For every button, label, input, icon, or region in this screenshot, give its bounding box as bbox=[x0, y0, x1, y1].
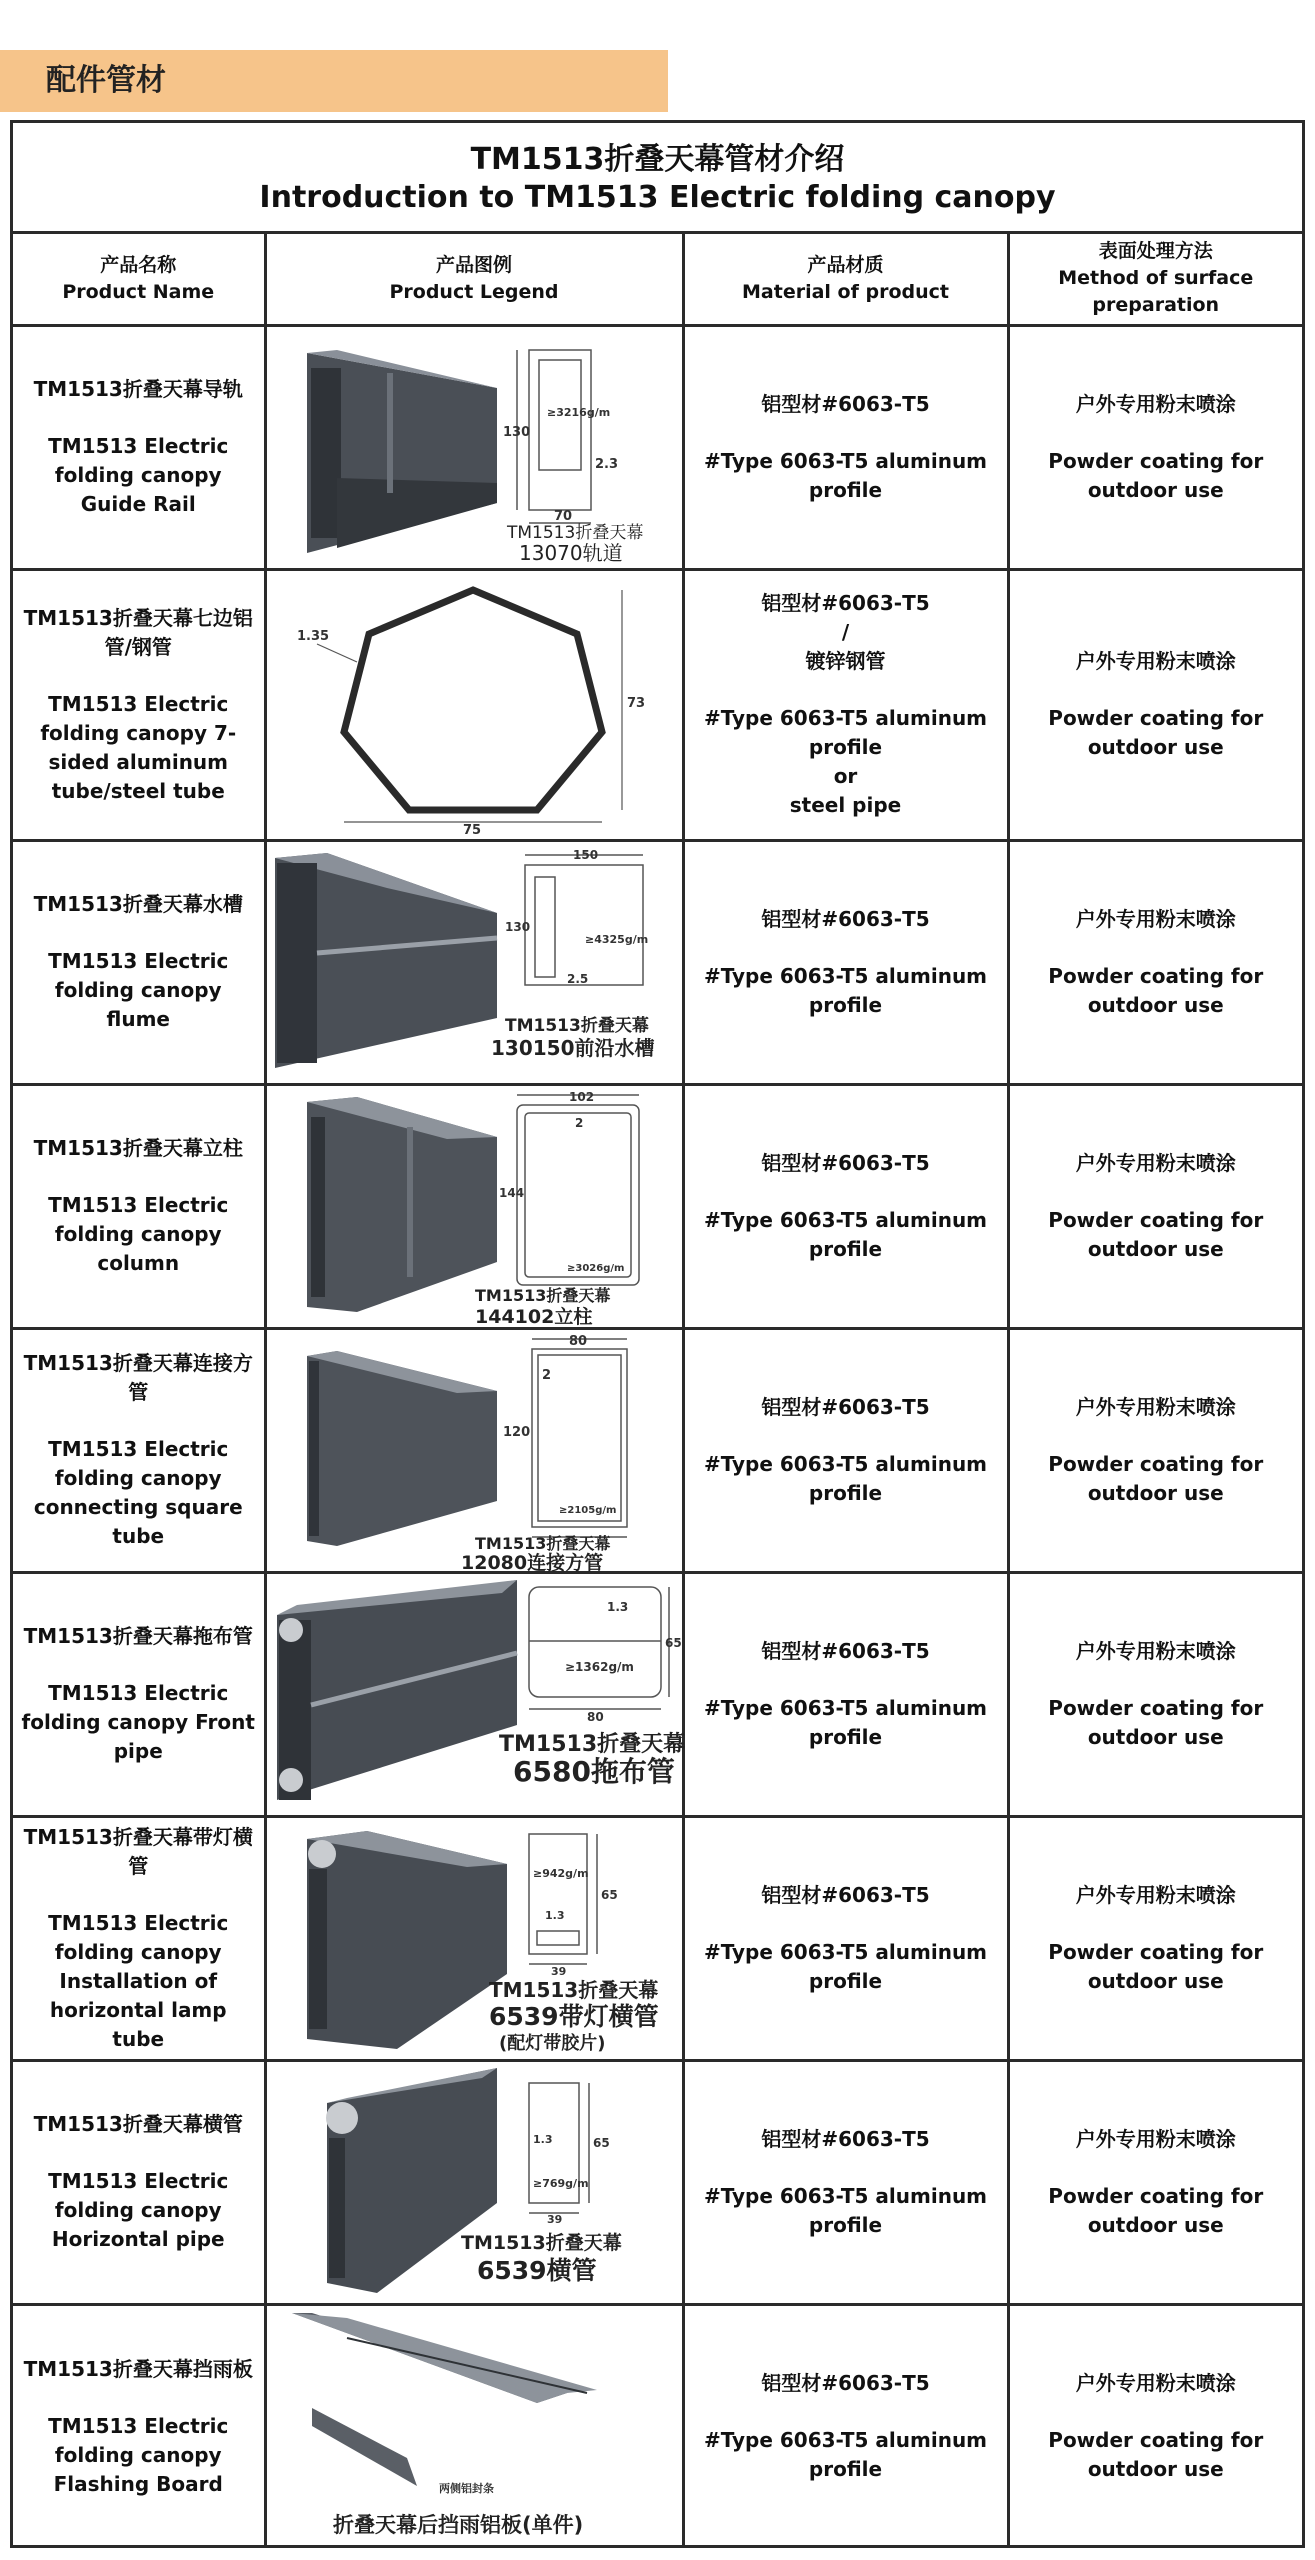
material-en: #Type 6063-T5 aluminum profile bbox=[703, 706, 988, 759]
dim-text: 39 bbox=[546, 2213, 562, 2226]
dim-text: 102 bbox=[568, 1090, 594, 1104]
dim-text: 65 bbox=[592, 2136, 610, 2150]
surface-en: Powder coating for outdoor use bbox=[1048, 1451, 1264, 1505]
table-row bbox=[13, 325, 1302, 569]
surface-en: Powder coating for outdoor use bbox=[1048, 706, 1264, 759]
product-name-en: TM1513 Electric folding canopy Installation of horizontal lamp tube bbox=[48, 1910, 229, 2051]
material-zh: 铝型材#6063-T5 bbox=[761, 1882, 930, 1907]
surface-zh: 户外专用粉末喷涂 bbox=[1075, 1150, 1236, 1175]
table-row bbox=[13, 1084, 1302, 1328]
dim-text: 1.3 bbox=[606, 1600, 628, 1614]
product-name-cell bbox=[13, 569, 265, 840]
table-row bbox=[13, 2304, 1302, 2548]
product-name-en: TM1513 Electric folding canopy 7-sided aluminum tube/steel tube bbox=[40, 691, 237, 803]
dim-text: 75 bbox=[462, 823, 481, 838]
header-row bbox=[13, 234, 1302, 325]
material-en: #Type 6063-T5 aluminum profile bbox=[703, 1451, 988, 1505]
dim-text: 80 bbox=[568, 1334, 587, 1349]
dim-text: 2.3 bbox=[594, 457, 618, 472]
header-material-en: Material of product bbox=[742, 280, 949, 303]
legend-caption-2: 13070轨道 bbox=[518, 541, 623, 565]
header-name-en: Product Name bbox=[62, 280, 215, 303]
header-surface bbox=[1008, 234, 1302, 325]
surface-en: Powder coating for outdoor use bbox=[1048, 1695, 1264, 1749]
table-title bbox=[13, 123, 1302, 234]
dim-text: 65 bbox=[600, 1888, 618, 1902]
surface-en: Powder coating for outdoor use bbox=[1048, 2183, 1264, 2237]
surface-cell bbox=[1008, 1816, 1302, 2060]
product-legend-cell bbox=[265, 1572, 683, 1816]
legend-caption-1: TM1513折叠天幕 bbox=[460, 2232, 622, 2254]
product-name-en: TM1513 Electric folding canopy flume bbox=[48, 949, 229, 1031]
dim-text: 1.35 bbox=[296, 629, 329, 644]
product-name-en: TM1513 Electric folding canopy column bbox=[48, 1193, 229, 1275]
dim-text: 130 bbox=[502, 425, 530, 440]
material-zh: 铝型材#6063-T5 bbox=[761, 1394, 930, 1419]
surface-cell bbox=[1008, 1084, 1302, 1328]
table-row bbox=[13, 1572, 1302, 1816]
surface-en: Powder coating for outdoor use bbox=[1048, 963, 1264, 1017]
legend-caption-1: TM1513折叠天幕 bbox=[498, 1732, 685, 1757]
material-zh: 铝型材#6063-T5 bbox=[761, 2126, 930, 2151]
product-name-cell bbox=[13, 1328, 265, 1572]
header-material bbox=[683, 234, 1008, 325]
material-en-2: steel pipe bbox=[789, 793, 902, 817]
material-en: #Type 6063-T5 aluminum profile bbox=[703, 2428, 988, 2482]
dim-text: 2.5 bbox=[566, 972, 588, 986]
dim-text: 65 bbox=[664, 1636, 682, 1650]
dim-text: ≥4325g/m bbox=[584, 933, 648, 946]
legend-caption-1: TM1513折叠天幕 bbox=[504, 1016, 649, 1036]
surface-cell bbox=[1008, 840, 1302, 1084]
dim-text: 1.3 bbox=[532, 2133, 552, 2146]
material-cell bbox=[683, 2304, 1008, 2548]
product-name-cell bbox=[13, 2060, 265, 2304]
legend-caption-1: 两侧铝封条 bbox=[438, 2481, 494, 2495]
product-name-zh: TM1513折叠天幕挡雨板 bbox=[23, 2356, 253, 2381]
product-legend-cell bbox=[265, 325, 683, 569]
surface-zh: 户外专用粉末喷涂 bbox=[1075, 1882, 1236, 1907]
dim-text: ≥3026g/m bbox=[566, 1263, 624, 1274]
surface-zh: 户外专用粉末喷涂 bbox=[1075, 1394, 1236, 1419]
material-en: #Type 6063-T5 aluminum profile bbox=[703, 1939, 988, 1993]
material-en: #Type 6063-T5 aluminum profile bbox=[703, 1695, 988, 1749]
surface-cell bbox=[1008, 2304, 1302, 2548]
product-legend-cell bbox=[265, 1816, 683, 2060]
product-name-en: TM1513 Electric folding canopy Front pipe bbox=[21, 1681, 255, 1763]
material-zh-2: 镀锌钢管 bbox=[805, 649, 886, 673]
dim-text: 1.3 bbox=[544, 1909, 564, 1922]
material-cell bbox=[683, 1084, 1008, 1328]
legend-caption-2: 12080连接方管 bbox=[460, 1552, 603, 1574]
dim-text: ≥3216g/m bbox=[546, 406, 610, 419]
legend-caption-1: TM1513折叠天幕 bbox=[474, 1286, 610, 1305]
product-legend-cell bbox=[265, 840, 683, 1084]
material-zh: 铝型材#6063-T5 bbox=[761, 2371, 930, 2396]
product-table bbox=[13, 234, 1302, 2548]
material-cell bbox=[683, 2060, 1008, 2304]
product-name-zh: TM1513折叠天幕连接方管 bbox=[23, 1351, 253, 1404]
header-product-name bbox=[13, 234, 265, 325]
surface-cell bbox=[1008, 2060, 1302, 2304]
header-surface-en: Method of surface preparation bbox=[1058, 267, 1254, 317]
dim-text: 2 bbox=[574, 1116, 583, 1130]
header-legend-en: Product Legend bbox=[389, 280, 559, 303]
flashing-board-illustration bbox=[267, 2308, 679, 2546]
product-name-zh: TM1513折叠天幕横管 bbox=[33, 2112, 243, 2136]
legend-caption-2: 6580拖布管 bbox=[512, 1755, 675, 1788]
header-legend-zh: 产品图例 bbox=[435, 253, 512, 276]
product-table-frame bbox=[10, 120, 1305, 2548]
surface-zh: 户外专用粉末喷涂 bbox=[1075, 906, 1236, 931]
dim-text: ≥942g/m bbox=[532, 1867, 589, 1880]
table-row bbox=[13, 840, 1302, 1084]
header-surface-zh: 表面处理方法 bbox=[1098, 240, 1213, 263]
lamp-tube-illustration bbox=[267, 1819, 679, 2057]
heptagon-tube-illustration bbox=[267, 572, 679, 837]
dim-text: 80 bbox=[586, 1710, 604, 1724]
section-label: 配件管材 bbox=[46, 63, 166, 98]
material-en: #Type 6063-T5 aluminum profile bbox=[703, 2183, 988, 2237]
dim-text: 73 bbox=[626, 696, 645, 711]
product-name-cell bbox=[13, 1084, 265, 1328]
dim-text: 2 bbox=[541, 1368, 551, 1383]
flume-illustration bbox=[267, 843, 679, 1081]
material-cell bbox=[683, 1572, 1008, 1816]
dim-text: 144 bbox=[498, 1186, 524, 1200]
material-zh: 铝型材#6063-T5 bbox=[761, 1638, 930, 1663]
dim-text: 70 bbox=[553, 509, 572, 524]
table-row bbox=[13, 569, 1302, 840]
material-cell bbox=[683, 1328, 1008, 1572]
material-zh: 铝型材#6063-T5 bbox=[761, 391, 930, 416]
column-illustration bbox=[267, 1087, 679, 1328]
material-cell bbox=[683, 569, 1008, 840]
product-name-en: TM1513 Electric folding canopy connecting square tube bbox=[33, 1437, 243, 1548]
surface-zh: 户外专用粉末喷涂 bbox=[1075, 2371, 1236, 2396]
surface-en: Powder coating for outdoor use bbox=[1048, 1207, 1264, 1261]
product-legend-cell bbox=[265, 2060, 683, 2304]
surface-zh: 户外专用粉末喷涂 bbox=[1075, 391, 1236, 416]
surface-zh: 户外专用粉末喷涂 bbox=[1075, 2126, 1236, 2151]
surface-cell bbox=[1008, 325, 1302, 569]
header-material-zh: 产品材质 bbox=[807, 253, 884, 276]
dim-text: 130 bbox=[504, 920, 530, 934]
legend-caption-2: 折叠天幕后挡雨铝板(单件) bbox=[332, 2512, 583, 2537]
legend-caption-1: TM1513折叠天幕 bbox=[506, 523, 643, 543]
surface-cell bbox=[1008, 1572, 1302, 1816]
product-name-en: TM1513 Electric folding canopy Guide Rail bbox=[48, 434, 229, 516]
title-en: Introduction to TM1513 Electric folding canopy bbox=[259, 180, 1056, 215]
material-cell bbox=[683, 1816, 1008, 2060]
material-zh: 铝型材#6063-T5 bbox=[761, 591, 930, 615]
square-tube-illustration bbox=[267, 1331, 679, 1574]
product-name-cell bbox=[13, 1572, 265, 1816]
product-name-zh: TM1513折叠天幕水槽 bbox=[33, 892, 243, 916]
legend-caption-1: TM1513折叠天幕 bbox=[488, 1978, 658, 2002]
table-row bbox=[13, 1816, 1302, 2060]
product-name-zh: TM1513折叠天幕拖布管 bbox=[23, 1624, 253, 1648]
surface-cell bbox=[1008, 569, 1302, 840]
dim-text: ≥769g/m bbox=[532, 2177, 589, 2190]
product-name-cell bbox=[13, 1816, 265, 2060]
legend-caption-2: 6539横管 bbox=[476, 2256, 597, 2285]
horizontal-pipe-illustration bbox=[267, 2063, 679, 2301]
header-product-legend bbox=[265, 234, 683, 325]
dim-text: ≥2105g/m bbox=[558, 1505, 616, 1516]
legend-caption-2: 144102立柱 bbox=[474, 1306, 592, 1328]
material-cell bbox=[683, 840, 1008, 1084]
guide-rail-illustration bbox=[267, 328, 679, 566]
legend-caption-3: (配灯带胶片) bbox=[498, 2033, 605, 2054]
section-tag bbox=[0, 50, 668, 112]
surface-en: Powder coating for outdoor use bbox=[1048, 1939, 1264, 1993]
front-pipe-illustration bbox=[267, 1575, 685, 1813]
product-name-cell bbox=[13, 840, 265, 1084]
surface-en: Powder coating for outdoor use bbox=[1048, 448, 1264, 502]
product-legend-cell bbox=[265, 1328, 683, 1572]
product-legend-cell bbox=[265, 569, 683, 840]
legend-caption-1: TM1513折叠天幕 bbox=[474, 1534, 610, 1553]
product-name-zh: TM1513折叠天幕带灯横管 bbox=[23, 1824, 253, 1878]
material-en: #Type 6063-T5 aluminum profile bbox=[703, 1207, 988, 1261]
product-legend-cell bbox=[265, 2304, 683, 2548]
product-name-cell bbox=[13, 2304, 265, 2548]
material-cell bbox=[683, 325, 1008, 569]
dim-text: 120 bbox=[502, 1425, 530, 1440]
dim-text: 39 bbox=[550, 1965, 566, 1978]
material-en: #Type 6063-T5 aluminum profile bbox=[703, 448, 988, 502]
material-zh: 铝型材#6063-T5 bbox=[761, 906, 930, 931]
legend-caption-2: 6539带灯横管 bbox=[488, 2002, 659, 2031]
dim-text: ≥1362g/m bbox=[564, 1660, 634, 1674]
product-legend-cell bbox=[265, 1084, 683, 1328]
surface-zh: 户外专用粉末喷涂 bbox=[1075, 649, 1236, 673]
surface-en: Powder coating for outdoor use bbox=[1048, 2428, 1264, 2482]
product-name-zh: TM1513折叠天幕七边铝管/钢管 bbox=[23, 605, 253, 659]
product-name-en: TM1513 Electric folding canopy Horizontal pipe bbox=[48, 2169, 229, 2251]
material-zh: 铝型材#6063-T5 bbox=[761, 1150, 930, 1175]
header-name-zh: 产品名称 bbox=[100, 253, 177, 276]
material-en: #Type 6063-T5 aluminum profile bbox=[703, 963, 988, 1017]
product-name-en: TM1513 Electric folding canopy Flashing Board bbox=[48, 2413, 229, 2496]
product-name-zh: TM1513折叠天幕导轨 bbox=[33, 377, 243, 401]
table-row bbox=[13, 2060, 1302, 2304]
title-zh: TM1513折叠天幕管材介绍 bbox=[470, 142, 845, 177]
surface-zh: 户外专用粉末喷涂 bbox=[1075, 1638, 1236, 1663]
product-name-cell bbox=[13, 325, 265, 569]
material-or: or bbox=[833, 764, 858, 788]
surface-cell bbox=[1008, 1328, 1302, 1572]
table-row bbox=[13, 1328, 1302, 1572]
dim-text: 150 bbox=[572, 848, 598, 862]
legend-caption-2: 130150前沿水槽 bbox=[490, 1036, 654, 1060]
product-name-zh: TM1513折叠天幕立柱 bbox=[33, 1136, 243, 1160]
material-sep: / bbox=[841, 620, 850, 644]
